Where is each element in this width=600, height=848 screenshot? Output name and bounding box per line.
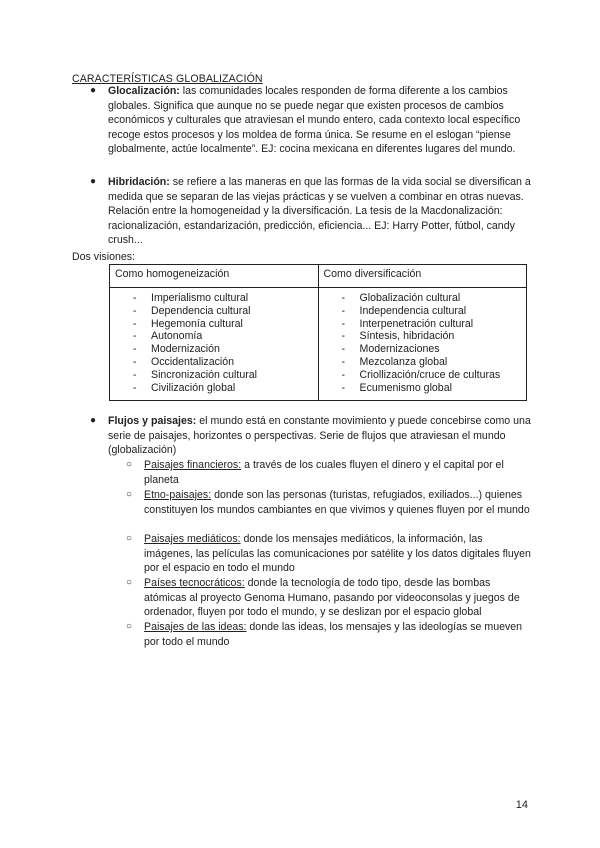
sub-item-text: donde las ideas, los mensajes y las ideologías se mueven por todo el mundo <box>144 621 523 648</box>
bullet-icon: ● <box>90 176 97 187</box>
sub-item-paises-tecnocraticos <box>126 576 534 620</box>
dash-icon: - <box>133 304 137 317</box>
list-item-text: Interpenetración cultural <box>359 317 474 330</box>
list-item-text: Ecumenismo global <box>359 381 452 394</box>
sub-item-term: Países tecnocráticos: <box>144 577 245 589</box>
list-item-text: Mezcolanza global <box>359 355 448 368</box>
list-item-text: Modernizaciones <box>359 343 440 356</box>
list-item <box>115 343 313 356</box>
table-header: Como homogeneización <box>110 265 319 288</box>
bullet-icon: ● <box>90 415 97 426</box>
list-item-text: Civilización global <box>151 381 236 394</box>
sub-item-text: donde son las personas (turistas, refugiados, exiliados...) quienes constituyen los mundos cambiantes en que vivimos y quienes fluyen por el mundo <box>144 489 530 516</box>
bullet-icon: ● <box>90 85 97 96</box>
list-item <box>115 382 313 395</box>
list-item <box>115 330 313 343</box>
sub-item-term: Paisajes mediáticos: <box>144 533 241 545</box>
list-item <box>324 305 522 318</box>
circle-bullet-icon: ○ <box>126 459 133 470</box>
bullet-hibridacion <box>90 175 533 248</box>
dash-icon: - <box>341 317 346 330</box>
table-cell-left <box>110 288 319 401</box>
list-item-text: Globalización cultural <box>359 292 461 304</box>
list-item <box>115 369 313 382</box>
sub-item-term: Paisajes financieros: <box>144 459 242 471</box>
dash-icon: - <box>341 343 346 356</box>
list-item-text: Criollización/cruce de culturas <box>359 368 501 381</box>
bullet-term: Flujos y paisajes: <box>108 415 197 427</box>
dash-icon: - <box>341 330 346 343</box>
list-item <box>115 305 313 318</box>
dash-icon: - <box>133 368 137 381</box>
table-header: Como diversificación <box>318 265 527 288</box>
sub-item-paisajes-financieros <box>126 458 534 487</box>
circle-bullet-icon: ○ <box>126 533 133 544</box>
dash-icon: - <box>341 292 346 304</box>
list-item-text: Hegemonía cultural <box>151 317 243 330</box>
table-cell-right <box>318 288 527 401</box>
list-item-text: Autonomía <box>151 330 203 343</box>
sub-item-text: donde la tecnología de todo tipo, desde las bombas atómicas al proyecto Genoma Humano, pasando por videoconsolas y juegos de ordenador, fluyen por todo el mundo, y se deslizan por el espacio global <box>144 577 520 619</box>
dash-icon: - <box>133 330 137 343</box>
table-row <box>110 288 527 401</box>
sub-item-text: a través de los cuales fluyen el dinero y el capital por el planeta <box>144 459 504 486</box>
list-item-text: Síntesis, hibridación <box>359 330 455 343</box>
visiones-table <box>109 264 527 401</box>
dash-icon: - <box>133 343 137 356</box>
list-item <box>324 318 522 331</box>
bullet-term: Glocalización: <box>108 85 180 97</box>
list-item-text: Imperialismo cultural <box>151 292 249 304</box>
bullet-text: se refiere a las maneras en que las formas de la vida social se diversifican a medida que se separan de las viejas prácticas y se vuelven a combinar en otras nuevas. Relación entre la homogeneidad y la diversificación. La tesis de la Macdonalización: racionalización, estandarización, predicción, eficiencia... EJ: Harry Potter, fútbol, candy crush... <box>108 176 531 247</box>
list-item <box>324 369 522 382</box>
bullet-glocalizacion <box>90 84 533 157</box>
dash-icon: - <box>341 381 346 394</box>
list-item-text: Modernización <box>151 343 220 356</box>
dash-icon: - <box>133 381 137 394</box>
dash-icon: - <box>133 355 137 368</box>
bullet-text: el mundo está en constante movimiento y puede concebirse como una serie de paisajes, horizontes o perspectivas. Serie de flujos que atraviesan el mundo (globalización) <box>108 415 531 457</box>
list-item-text: Sincronización cultural <box>151 368 257 381</box>
dash-icon: - <box>133 317 137 330</box>
table-header-row <box>110 265 527 288</box>
list-item <box>324 356 522 369</box>
bullet-flujos <box>90 414 533 458</box>
list-item <box>115 318 313 331</box>
list-item <box>324 343 522 356</box>
dash-icon: - <box>341 304 346 317</box>
list-item-text: Independencia cultural <box>359 304 467 317</box>
list-item <box>324 330 522 343</box>
bullet-term: Hibridación: <box>108 176 170 188</box>
page-title: CARACTERÍSTICAS GLOBALIZACIÓN <box>72 73 263 85</box>
sub-item-term: Paisajes de las ideas: <box>144 621 247 633</box>
list-item <box>324 382 522 395</box>
sub-item-paisajes-mediaticos <box>126 532 534 576</box>
list-item <box>115 356 313 369</box>
dash-icon: - <box>341 368 346 381</box>
sub-item-etno-paisajes <box>126 488 534 517</box>
circle-bullet-icon: ○ <box>126 577 133 588</box>
dash-icon: - <box>133 292 137 304</box>
circle-bullet-icon: ○ <box>126 489 133 500</box>
dash-icon: - <box>341 355 346 368</box>
sub-item-paisajes-ideas <box>126 620 534 649</box>
circle-bullet-icon: ○ <box>126 621 133 632</box>
dos-visiones-label: Dos visiones: <box>72 251 135 263</box>
bullet-text: las comunidades locales responden de forma diferente a los cambios globales. Significa que aunque no se puede negar que existen procesos de cambios económicos y culturales que atraviesan el mundo entero, cada contexto local específico recoge estos procesos y los moldea de forma única. Se resume en el eslogan “piense globalmente, actúe localmente”. EJ: cocina mexicana en diferentes lugares del mundo. <box>108 85 521 156</box>
list-item-text: Occidentalización <box>151 355 235 368</box>
list-item <box>324 292 522 305</box>
sub-item-term: Etno-paisajes: <box>144 489 212 501</box>
list-item <box>115 292 313 305</box>
sub-item-text: donde los mensajes mediáticos, la información, las imágenes, las películas las comunicaciones por satélite y los datos digitales fluyen por el espacio en todo el mundo <box>144 533 531 575</box>
page-number: 14 <box>515 799 528 811</box>
list-item-text: Dependencia cultural <box>151 304 251 317</box>
